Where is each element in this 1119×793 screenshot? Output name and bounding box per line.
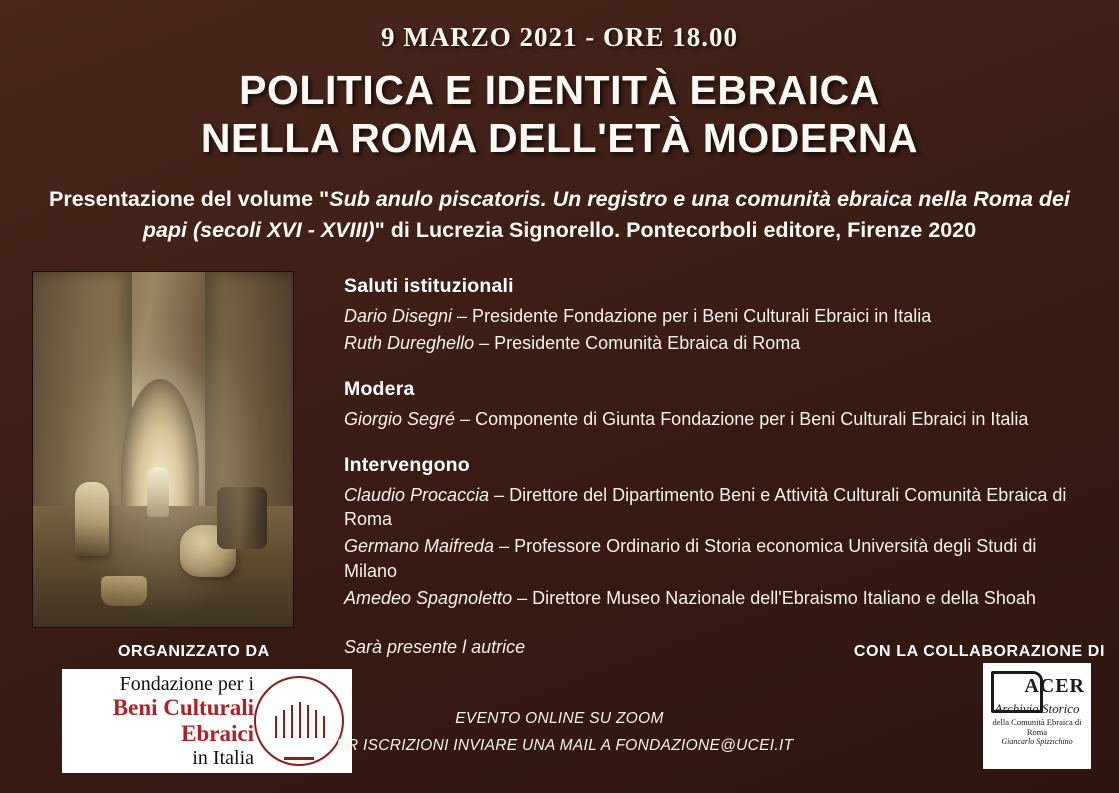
speaker-name: Claudio Procaccia — [344, 484, 490, 505]
book-title: Sub anulo piscatoris. Un registro e una comunità ebraica nella Roma dei papi (secoli XVI - XVIII) — [142, 187, 1070, 242]
organizer-logo-line2: Beni Culturali Ebraici — [112, 695, 254, 746]
speaker-role: – Presidente Comunità Ebraica di Roma — [474, 332, 801, 353]
speaker-role: – Direttore del Dipartimento Beni e Attività Culturali Comunità Ebraica di Roma — [344, 484, 1067, 530]
speaker-name: Dario Disegni — [344, 306, 453, 327]
speaker-role: – Direttore Museo Nazionale dell'Ebraismo Italiano e della Shoah — [512, 587, 1036, 608]
list-item — [344, 586, 1089, 611]
subtitle-prefix: Presentazione del volume " — [49, 187, 330, 212]
program-list — [294, 271, 1089, 658]
subtitle-suffix: " di Lucrezia Signorello. Pontecorboli editore, Firenze 2020 — [374, 217, 977, 242]
list-item — [344, 534, 1089, 584]
ghetto-painting-image — [32, 271, 294, 628]
list-item — [344, 483, 1089, 533]
program-section-greetings — [344, 275, 1089, 356]
title-line-1: POLITICA E IDENTITÀ EBRAICA — [239, 67, 880, 113]
list-item — [344, 331, 1089, 356]
zoom-line-2: PER ISCRIZIONI INVIARE UNA MAIL A FONDAZIONE@UCEI.IT — [325, 736, 794, 754]
speaker-role: – Presidente Fondazione per i Beni Culturali Ebraici in Italia — [452, 306, 932, 327]
collaborator-acronym: ACER — [1024, 675, 1085, 697]
speaker-name: Giorgio Segré — [344, 408, 456, 429]
speaker-name: Germano Maifreda — [344, 536, 495, 557]
speaker-role: – Professore Ordinario di Storia economica Università degli Studi di Milano — [344, 536, 1037, 582]
event-date: 9 MARZO 2021 - ORE 18.00 — [381, 22, 738, 52]
program-section-moderator — [344, 378, 1089, 432]
zoom-info — [0, 706, 1119, 759]
organizer-logo-line1: Fondazione per i — [119, 672, 254, 695]
collaboration-label: CON LA COLLABORAZIONE DI — [853, 643, 1105, 660]
speaker-role: – Componente di Giunta Fondazione per i Beni Culturali Ebraici in Italia — [455, 408, 1029, 429]
collaborator-logo — [983, 663, 1091, 769]
speaker-name: Ruth Dureghello — [344, 332, 475, 353]
page-title — [0, 67, 1119, 162]
list-item — [344, 304, 1089, 329]
program-section-speakers — [344, 454, 1089, 611]
title-line-2: NELLA ROMA DELL'ETÀ MODERNA — [200, 114, 919, 161]
painting-light-haze — [33, 272, 293, 627]
section-heading: Saluti istituzionali — [344, 275, 514, 298]
organizer-logo-line3: in Italia — [192, 746, 254, 769]
speaker-name: Amedeo Spagnoletto — [344, 587, 513, 608]
author-presence-note: Sarà presente l autrice — [344, 636, 526, 657]
zoom-line-1: EVENTO ONLINE SU ZOOM — [455, 710, 664, 728]
section-heading: Modera — [344, 377, 415, 400]
book-presentation-subtitle — [48, 184, 1071, 245]
poster-body — [0, 271, 1119, 658]
organized-by-label: ORGANIZZATO DA — [118, 643, 270, 660]
collaborator-line1: Archivio Storico — [994, 701, 1080, 716]
collaborator-line2: della Comunità Ebraica di Roma — [992, 717, 1082, 737]
section-heading: Intervengono — [344, 453, 470, 476]
list-item — [344, 407, 1089, 432]
poster-footer — [0, 633, 1119, 793]
collaborator-line3: Giancarlo Spizzichino — [1001, 737, 1073, 746]
